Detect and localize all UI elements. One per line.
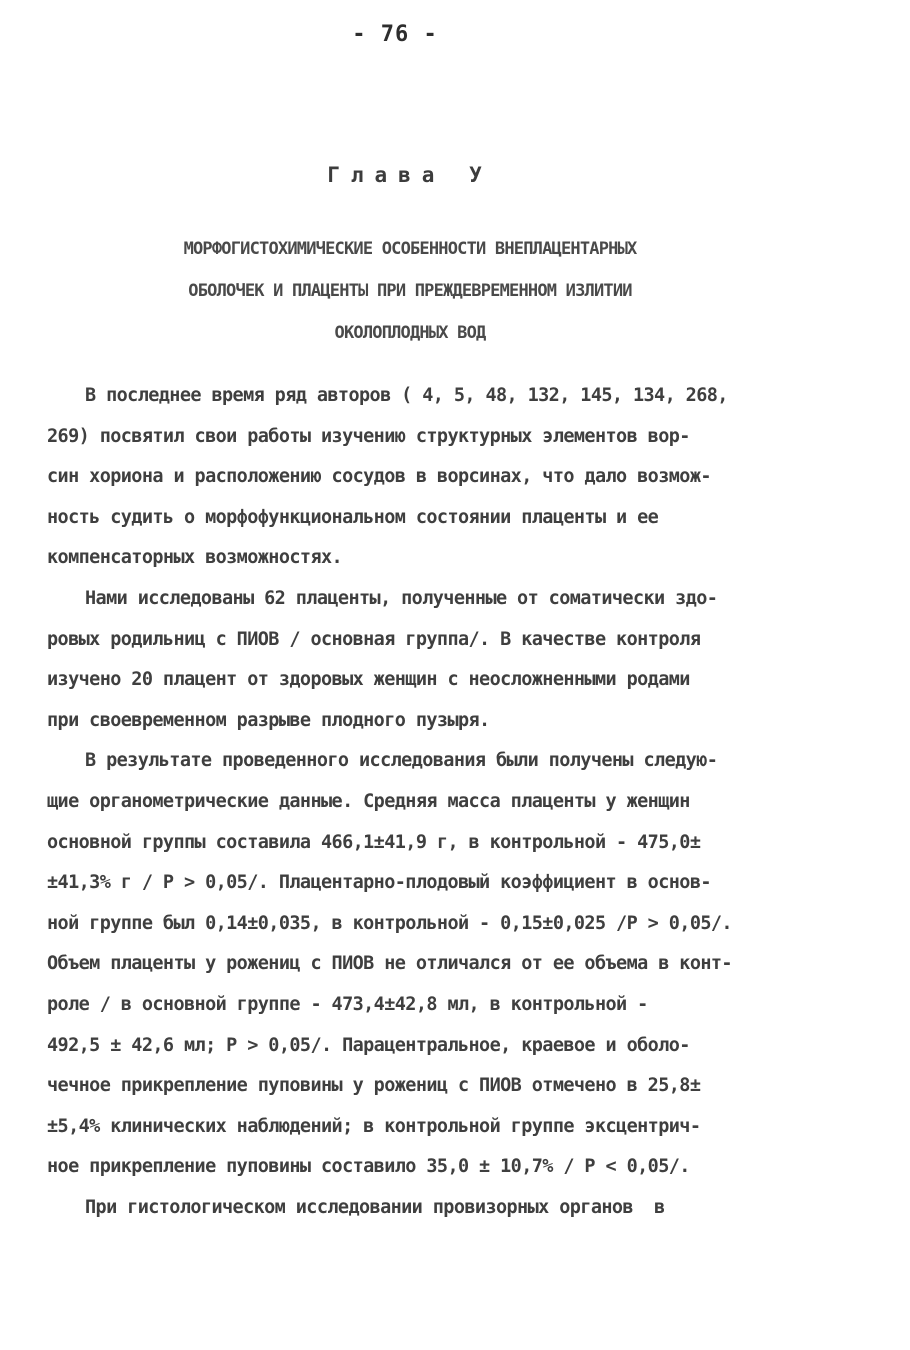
text-line: ность судить о морфофункциональном состоянии плаценты и ее <box>47 506 659 528</box>
text-line: Объем плаценты у рожениц с ПИОВ не отличался от ее объема в конт- <box>47 953 732 975</box>
body-text <box>47 376 877 1228</box>
text-line: ровых родильниц с ПИОВ / основная группа/. В качестве контроля <box>47 628 701 650</box>
chapter-title-line: МОРФОГИСТОХИМИЧЕСКИЕ ОСОБЕННОСТИ ВНЕПЛАЦЕНТАРНЫХ <box>183 239 637 259</box>
text-line: чечное прикрепление пуповины у рожениц с ПИОВ отмечено в 25,8± <box>47 1075 701 1097</box>
text-line: компенсаторных возможностях. <box>47 547 343 569</box>
text-line: 269) посвятил свои работы изучению структурных элементов вор- <box>47 425 690 447</box>
text-line: ное прикрепление пуповины составило 35,0 ± 10,7% / Р < 0,05/. <box>47 1156 690 1178</box>
text-line: В последнее время ряд авторов ( 4, 5, 48, 132, 145, 134, 268, <box>85 385 728 406</box>
text-line: при своевременном разрыве плодного пузыря. <box>47 709 490 731</box>
page-number: - 76 - <box>352 22 438 47</box>
text-line: основной группы составила 466,1±41,9 г, в контрольной - 475,0± <box>47 831 701 853</box>
chapter-heading: Глава У <box>327 163 493 187</box>
text-line: син хориона и расположению сосудов в ворсинах, что дало возмож- <box>47 466 711 488</box>
text-line: При гистологическом исследовании провизорных органов в <box>85 1196 665 1218</box>
chapter-title-line: ОБОЛОЧЕК И ПЛАЦЕНТЫ ПРИ ПРЕЖДЕВРЕМЕННОМ ИЗЛИТИИ <box>188 281 632 301</box>
text-line: щие органометрические данные. Средняя масса плаценты у женщин <box>47 790 690 812</box>
text-line: ±41,3% г / Р > 0,05/. Плацентарно-плодовый коэффициент в основ- <box>47 872 711 894</box>
text-line: ±5,4% клинических наблюдений; в контрольной группе эксцентрич- <box>47 1115 701 1137</box>
chapter-title-line: ОКОЛОПЛОДНЫХ ВОД <box>334 323 486 343</box>
text-line: Нами исследованы 62 плаценты, полученные от соматически здо- <box>85 587 718 609</box>
text-line: изучено 20 плацент от здоровых женщин с неосложненными родами <box>47 669 690 691</box>
text-line: 492,5 ± 42,6 мл; Р > 0,05/. Парацентральное, краевое и оболо- <box>47 1034 690 1056</box>
text-line: роле / в основной группе - 473,4±42,8 мл, в контрольной - <box>47 993 648 1015</box>
chapter-title <box>60 228 760 354</box>
text-line: ной группе был 0,14±0,035, в контрольной - 0,15±0,025 /Р > 0,05/. <box>47 912 732 934</box>
text-line: В результате проведенного исследования были получены следую- <box>85 750 718 772</box>
